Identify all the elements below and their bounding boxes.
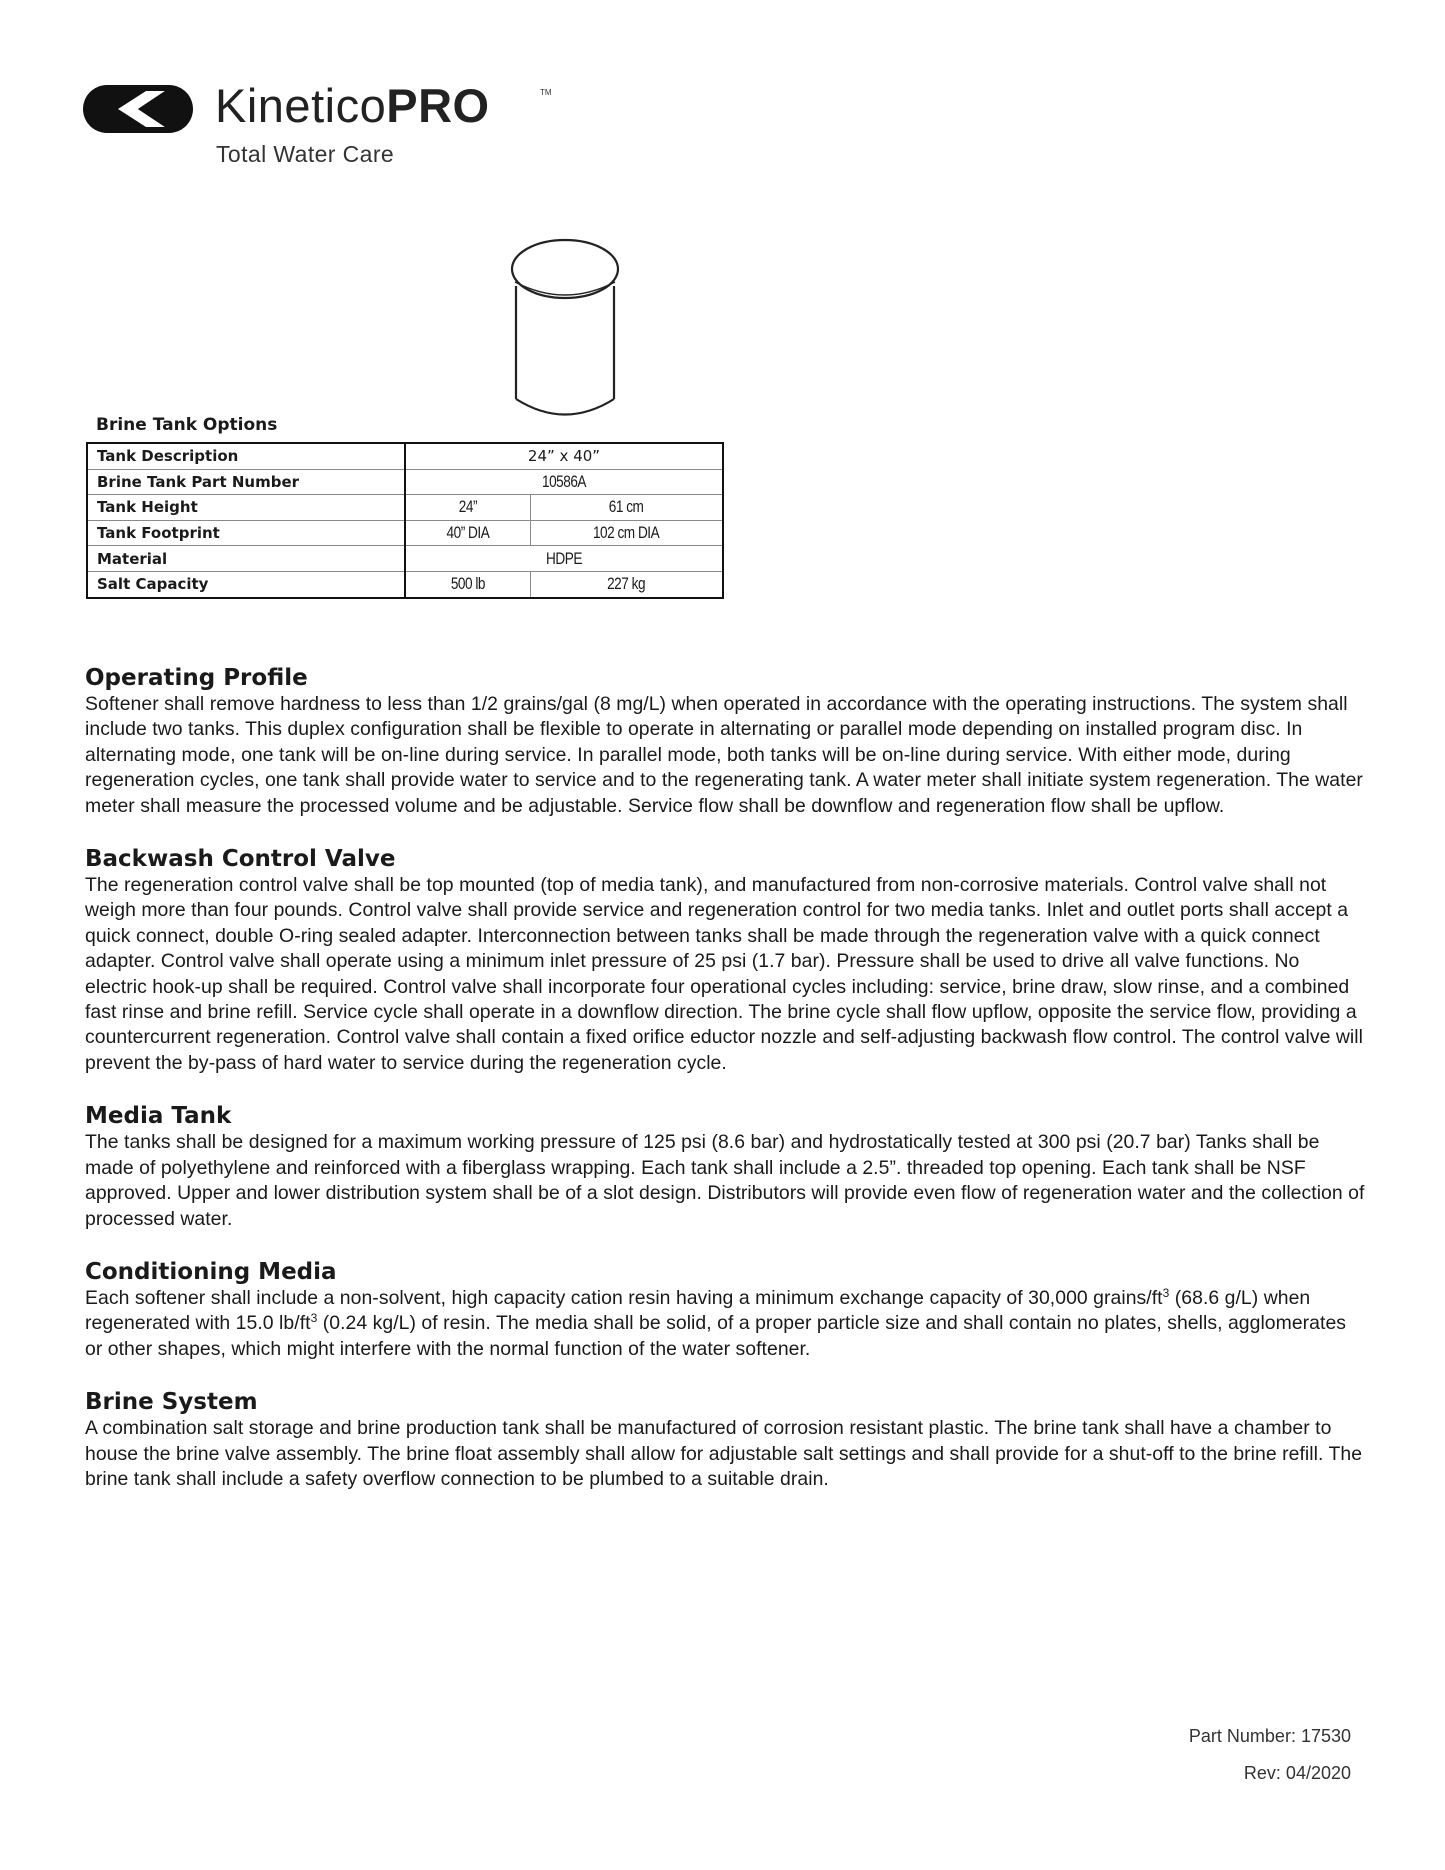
section-heading: Brine System: [85, 1389, 258, 1416]
row-label: Material: [87, 546, 405, 572]
row-value: HDPE: [437, 546, 691, 572]
row-value-imperial: 40” DIA: [418, 520, 518, 546]
section-heading: Media Tank: [85, 1103, 232, 1130]
row-value: 10586A: [437, 469, 691, 495]
brand-name: [215, 78, 490, 133]
table-row: [87, 546, 723, 572]
table-row: [87, 469, 723, 495]
section-body: The tanks shall be designed for a maximum working pressure of 125 psi (8.6 bar) and hydrostatically tested at 300 psi (20.7 bar) Tanks shall be made of polyethylene and reinforced with a fiberglass wrapping. Each tank shall include a 2.5”. threaded top opening. Each tank shall be NSF approved. Upper and lower distribution system shall be of a slot design. Distributors will provide even flow of regeneration water and the collection of processed water.: [85, 1131, 1365, 1230]
row-value: 24” x 40”: [405, 443, 723, 469]
section-heading: Conditioning Media: [85, 1258, 337, 1285]
brand-tagline: Total Water Care: [216, 141, 395, 167]
table-row: [87, 443, 723, 469]
row-label: Tank Height: [87, 495, 405, 521]
row-value-metric: 102 cm DIA: [550, 520, 704, 546]
body-part: (0.24 kg/L) of resin. The media shall be solid, of a proper particle size and shall contain no plates, shells, agglomerates or other shapes, which might interfere with the normal function of the water softener.: [85, 1312, 1347, 1360]
body-part: (68.6 g/L) when regenerated with 15.0 lb/ft: [85, 1286, 1311, 1335]
section-body: [85, 1286, 1365, 1362]
part-number: Part Number: 17530: [1188, 1726, 1351, 1746]
brine-tank-options-table: [86, 442, 724, 599]
kinetico-logo-icon: [82, 84, 194, 134]
table-row: [87, 495, 723, 521]
section-conditioning-media: [85, 1258, 1365, 1362]
superscript: 3: [1162, 1285, 1170, 1300]
section-brine-system: [85, 1388, 1365, 1492]
brand-logo: [82, 79, 562, 174]
section-backwash-control-valve: [85, 845, 1365, 1076]
revision-date: Rev: 04/2020: [1243, 1763, 1351, 1783]
table-row: [87, 571, 723, 597]
row-value-imperial: 500 lb: [418, 571, 518, 597]
trademark-mark: TM: [540, 88, 552, 97]
row-label: Tank Description: [87, 443, 405, 469]
specification-content: [85, 664, 1365, 1518]
row-value-imperial: 24”: [418, 495, 518, 521]
row-label: Salt Capacity: [87, 571, 405, 597]
superscript: 3: [310, 1311, 318, 1326]
section-body: The regeneration control valve shall be top mounted (top of media tank), and manufactured from non-corrosive materials. Control valve shall not weigh more than four pounds. Control valve shall provide service and regeneration control for two media tanks. Inlet and outlet ports shall accept a quick connect, double O-ring sealed adapter. Interconnection between tanks shall be made through the regeneration valve with a quick connect adapter. Control valve shall operate using a minimum inlet pressure of 25 psi (1.7 bar). Pressure shall be used to drive all valve functions. No electric hook-up shall be required. Control valve shall incorporate four operational cycles including: service, brine draw, slow rinse, and a combined fast rinse and brine refill. Service cycle shall operate in a downflow direction. The brine cycle shall flow upflow, opposite the service flow, providing a countercurrent regeneration. Control valve shall contain a fixed orifice eductor nozzle and self-adjusting backwash flow control. The control valve will prevent the by-pass of hard water to service during the regeneration cycle.: [85, 874, 1363, 1074]
body-part: Each softener shall include a non-solvent, high capacity cation resin having a minimum exchange capacity of 30,000 grains/ft: [85, 1286, 1163, 1309]
section-body: Softener shall remove hardness to less than 1/2 grains/gal (8 mg/L) when operated in accordance with the operating instructions. The system shall include two tanks. This duplex configuration shall be flexible to operate in alternating or parallel mode depending on installed program disc. In alternating mode, one tank will be on-line during service. In parallel mode, both tanks will be on-line during service. With either mode, during regeneration cycles, one tank shall provide water to service and to the regenerating tank. A water meter shall initiate system regeneration. The water meter shall measure the processed volume and be adjustable. Service flow shall be downflow and regeneration flow shall be upflow.: [85, 693, 1363, 817]
brine-tank-illustration: [507, 234, 627, 434]
section-heading: Operating Profile: [85, 665, 308, 691]
row-value-metric: 61 cm: [550, 495, 704, 521]
section-heading: Backwash Control Valve: [85, 846, 396, 873]
row-label: Brine Tank Part Number: [87, 469, 405, 495]
brine-table-title: Brine Tank Options: [96, 415, 278, 435]
brand-name-regular: Kinetico: [215, 79, 387, 132]
row-label: Tank Footprint: [87, 520, 405, 546]
section-operating-profile: [85, 664, 1365, 819]
document-footer: [1189, 1718, 1351, 1792]
section-media-tank: [85, 1102, 1365, 1232]
section-body: A combination salt storage and brine production tank shall be manufactured of corrosion resistant plastic. The brine tank shall have a chamber to house the brine valve assembly. The brine float assembly shall allow for adjustable salt settings and shall provide for a shut-off to the brine refill. The brine tank shall include a safety overflow connection to be plumbed to a suitable drain.: [85, 1417, 1363, 1490]
brand-name-bold: PRO: [386, 79, 490, 132]
row-value-metric: 227 kg: [550, 571, 704, 597]
table-row: [87, 520, 723, 546]
